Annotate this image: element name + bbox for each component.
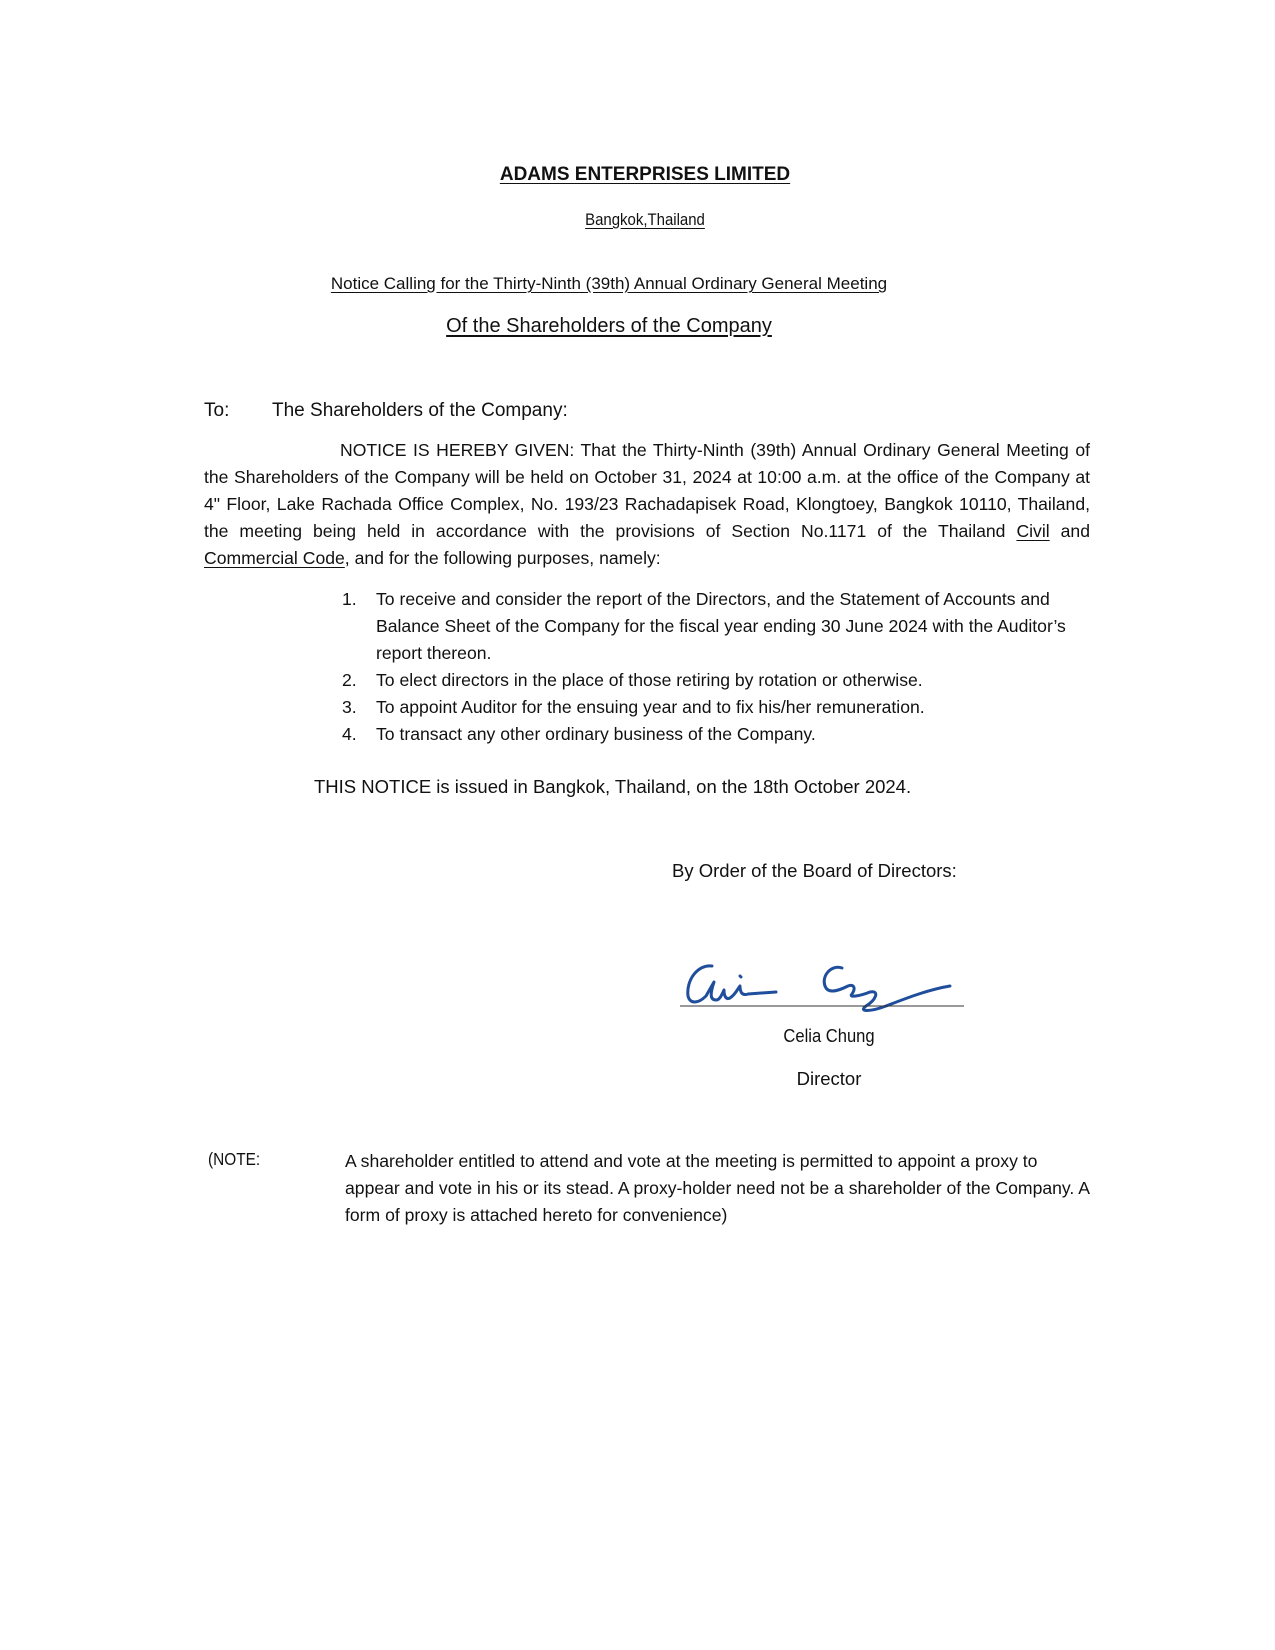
- purpose-text: To receive and consider the report of the Directors, and the Statement of Accounts and Balance Sheet of the Company for the fiscal year ending 30 June 2024 with the Auditor’s report thereon.: [376, 589, 1066, 663]
- purpose-number: 3.: [342, 697, 357, 717]
- purpose-text: To appoint Auditor for the ensuing year and to fix his/her remuneration.: [376, 697, 925, 717]
- note-label: (NOTE:: [208, 1149, 261, 1169]
- purpose-text: To transact any other ordinary business of the Company.: [376, 724, 816, 744]
- purpose-item: [338, 586, 1090, 667]
- by-order-line: By Order of the Board of Directors:: [672, 860, 957, 881]
- signatory-name: Celia Chung: [783, 1026, 875, 1046]
- purpose-number: 4.: [342, 724, 357, 744]
- note-text: A shareholder entitled to attend and vote at the meeting is permitted to appoint a proxy to appear and vote in his or its stead. A proxy-holder need not be a shareholder of the Company. A form of proxy is attached hereto for convenience): [345, 1151, 1089, 1225]
- purpose-item: [338, 667, 1090, 694]
- signature-icon: [680, 950, 980, 1020]
- addressee-label: To:: [204, 400, 230, 421]
- purpose-item: [338, 721, 1090, 748]
- company-location: Bangkok,Thailand: [585, 210, 705, 229]
- purpose-item: [338, 694, 1090, 721]
- notice-subject-line2: Of the Shareholders of the Company: [446, 315, 772, 337]
- purpose-number: 2.: [342, 670, 357, 690]
- purpose-number: 1.: [342, 589, 357, 609]
- notice-text-part1: NOTICE IS HEREBY GIVEN: That the Thirty-Ninth (39th) Annual Ordinary General Meeting of the Shareholders of the Company will be held on October 31, 2024 at 10:00 a.m. at the office of the Company at 4" Floor, Lake Rachada Office Complex, No. 193/23 Rachadapisek Road, Klongtoey, Bangkok 10110, Thailand, the meeting being held in accordance with the provisions of Section No.1171 of the Thailand: [204, 440, 1090, 541]
- notice-paragraph: [204, 437, 1090, 572]
- purpose-text: To elect directors in the place of those retiring by rotation or otherwise.: [376, 670, 923, 690]
- notice-text-and: and: [1049, 521, 1090, 541]
- commercial-code-text: Commercial Code: [204, 548, 345, 568]
- addressee-text: The Shareholders of the Company:: [272, 400, 568, 421]
- purposes-list: [338, 586, 1090, 748]
- company-name: ADAMS ENTERPRISES LIMITED: [499, 164, 791, 185]
- notice-text-part2: , and for the following purposes, namely:: [344, 548, 661, 568]
- issued-statement: THIS NOTICE is issued in Bangkok, Thailand, on the 18th October 2024.: [314, 776, 912, 797]
- notice-subject-line1: Notice Calling for the Thirty-Ninth (39th) Annual Ordinary General Meeting: [330, 274, 888, 293]
- signatory-title: Director: [796, 1068, 862, 1089]
- civil-link-text: Civil: [1016, 521, 1050, 541]
